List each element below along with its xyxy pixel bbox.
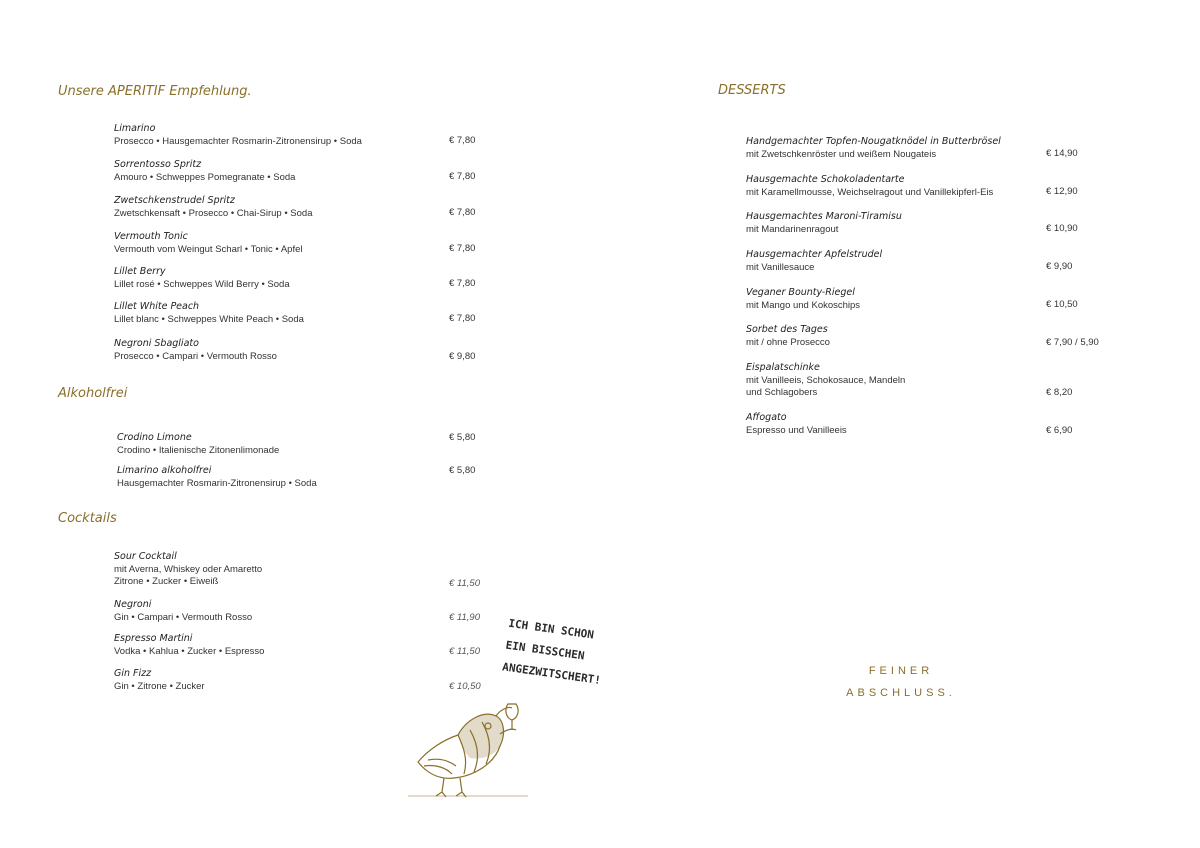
menu-item [114,159,494,184]
item-name: Limarino [114,123,156,134]
item-description: Zitrone • Zucker • Eiweiß [114,576,219,587]
desserts-title: DESSERTS [718,83,786,98]
menu-item [114,551,494,589]
menu-item [114,231,494,256]
menu-item [114,633,494,658]
item-price: € 10,50 [1046,299,1078,310]
menu-item [117,465,497,490]
menu-item [114,266,494,291]
menu-item [114,599,494,624]
item-description: Crodino • Italienische Zitonenlimonade [117,444,280,456]
item-description: Vodka • Kahlua • Zucker • Espresso [114,645,265,657]
item-name: Negroni [114,599,152,610]
item-description: mit Karamellmousse, Weichselragout und Vanillekipferl-Eis [746,186,994,198]
item-price: € 5,80 [449,465,476,476]
item-price: € 11,50 [449,578,480,589]
item-name: Espresso Martini [114,633,193,644]
item-name: Zwetschkenstrudel Spritz [114,195,235,206]
item-description: Lillet rosé • Schweppes Wild Berry • Soda [114,278,290,290]
item-name: Hausgemachte Schokoladentarte [746,174,905,185]
item-name: Hausgemachter Apfelstrudel [746,249,883,260]
item-price: € 11,90 [449,612,480,623]
bird-with-wine-glass-icon [408,700,528,800]
item-price: € 5,80 [449,432,476,443]
item-name: Crodino Limone [117,432,192,443]
item-price: € 7,90 / 5,90 [1046,337,1099,348]
item-description: mit Mango und Kokoschips [746,299,861,311]
item-description: Espresso und Vanilleeis [746,424,847,436]
item-price: € 8,20 [1046,387,1073,398]
item-description: mit Mandarinenragout [746,223,839,235]
item-name: Affogato [746,412,787,423]
item-description: Prosecco • Campari • Vermouth Rosso [114,350,277,362]
alkoholfrei-title: Alkoholfrei [58,386,128,401]
item-price: € 7,80 [449,243,476,254]
item-price: € 12,90 [1046,186,1078,197]
item-name: Veganer Bounty-Riegel [746,287,855,298]
item-price: € 10,90 [1046,223,1078,234]
item-description: Zwetschkensaft • Prosecco • Chai-Sirup • Soda [114,207,313,219]
closing-line: ABSCHLUSS. [846,687,956,699]
menu-item [114,338,494,363]
item-description: Lillet blanc • Schweppes White Peach • Soda [114,313,304,325]
item-name: Sorrentosso Spritz [114,159,202,170]
item-price: € 10,50 [449,681,481,692]
item-description: Gin • Campari • Vermouth Rosso [114,611,253,623]
item-description: Amouro • Schweppes Pomegranate • Soda [114,171,296,183]
menu-item [114,123,494,148]
handwritten-line: EIN BISSCHEN [504,638,586,663]
handwritten-line: ANGEZWITSCHERT! [501,660,602,687]
item-name: Negroni Sbagliato [114,338,199,349]
item-description: mit / ohne Prosecco [746,336,830,348]
item-price: € 7,80 [449,278,476,289]
item-name: Lillet Berry [114,266,166,277]
item-name: Limarino alkoholfrei [117,465,212,476]
item-description: und Schlagobers [746,387,818,398]
item-description: mit Zwetschkenröster und weißem Nougateis [746,148,937,160]
handwritten-note [501,613,602,689]
item-description: Gin • Zitrone • Zucker [114,680,205,692]
menu-item [117,432,497,457]
item-price: € 7,80 [449,171,476,182]
item-description: mit Vanillesauce [746,261,815,273]
item-name: Sorbet des Tages [746,324,828,335]
item-name: Vermouth Tonic [114,231,188,242]
item-name: Lillet White Peach [114,301,200,312]
item-description: Prosecco • Hausgemachter Rosmarin-Zitronensirup • Soda [114,135,362,147]
item-description: mit Averna, Whiskey oder Amaretto [114,563,263,575]
item-description: mit Vanilleeis, Schokosauce, Mandeln [746,374,906,386]
item-name: Eispalatschinke [746,362,820,373]
item-price: € 6,90 [1046,425,1073,436]
closing-text [836,660,966,704]
cocktails-title: Cocktails [58,511,117,526]
item-name: Hausgemachtes Maroni-Tiramisu [746,211,902,222]
handwritten-line: ICH BIN SCHON [507,616,595,642]
item-name: Handgemachter Topfen-Nougatknödel in Butterbrösel [746,136,1001,147]
item-price: € 9,80 [449,351,476,362]
menu-item [114,195,494,220]
item-price: € 7,80 [449,135,476,146]
aperitif-title: Unsere APERITIF Empfehlung. [58,84,252,99]
item-name: Gin Fizz [114,668,152,679]
item-price: € 9,90 [1046,261,1073,272]
menu-item [114,668,494,693]
item-price: € 7,80 [449,207,476,218]
closing-line: FEINER [868,665,934,677]
item-description: Vermouth vom Weingut Scharl • Tonic • Apfel [114,243,303,255]
menu-item [114,301,494,326]
item-price: € 14,90 [1046,148,1078,159]
item-description: Hausgemachter Rosmarin-Zitronensirup • Soda [117,477,317,489]
item-price: € 11,50 [449,646,480,657]
item-name: Sour Cocktail [114,551,177,562]
item-price: € 7,80 [449,313,476,324]
